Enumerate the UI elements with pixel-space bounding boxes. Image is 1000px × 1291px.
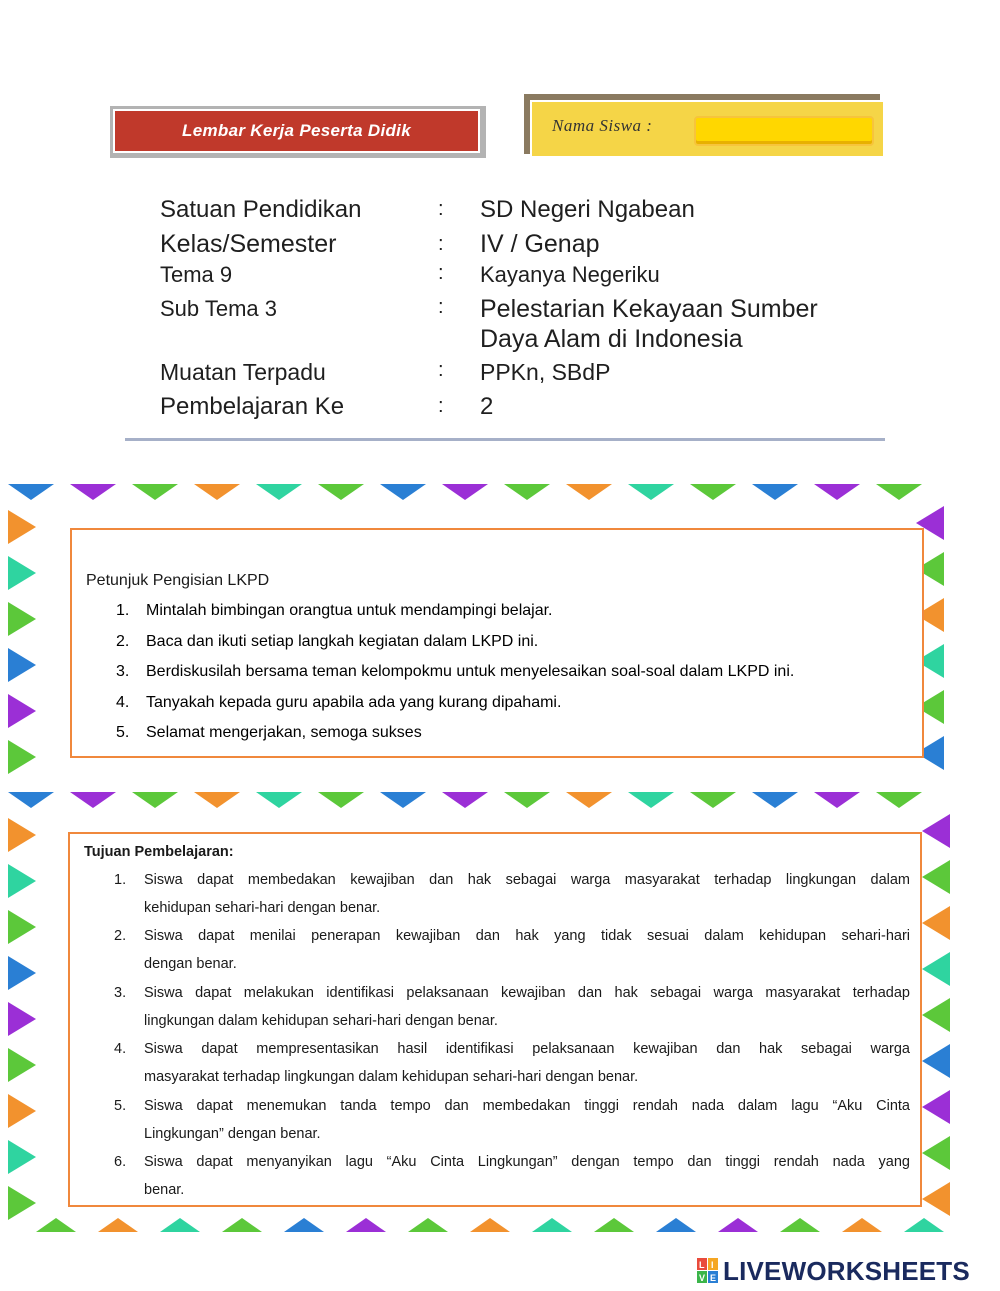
lkpd-banner-inner	[113, 109, 480, 153]
list-item-text: Siswa dapat menyanyikan lagu “Aku Cinta Lingkungan” dengan tempo dan tinggi rendah nada yang	[144, 1154, 910, 1170]
info-colon: :	[438, 359, 444, 381]
triangle-decoration	[442, 792, 488, 808]
list-item-number: 6.	[114, 1154, 127, 1170]
triangle-decoration	[752, 792, 798, 808]
info-label: Muatan Terpadu	[160, 359, 326, 385]
triangle-decoration	[814, 484, 860, 500]
triangle-decoration	[780, 1218, 820, 1232]
triangle-decoration	[8, 818, 36, 852]
list-item-number: 1.	[114, 872, 127, 888]
triangle-decoration	[8, 1002, 36, 1036]
logo-mark-letter-l: L	[699, 1260, 705, 1270]
triangle-decoration	[380, 484, 426, 500]
triangle-decoration	[922, 1136, 950, 1170]
triangle-decoration	[8, 956, 36, 990]
logo-mark-letter-e: E	[710, 1273, 717, 1283]
lkpd-title: Lembar Kerja Peserta Didik	[182, 121, 411, 140]
list-item-text-cont: benar.	[144, 1182, 185, 1198]
petunjuk-box	[70, 528, 924, 758]
triangle-decoration	[904, 1218, 944, 1232]
info-value: Kayanya Negeriku	[480, 262, 660, 287]
info-value: 2	[480, 393, 494, 420]
triangle-decoration	[8, 1048, 36, 1082]
triangle-decoration	[8, 1140, 36, 1174]
info-label: Tema 9	[160, 262, 233, 287]
triangle-decoration	[8, 1186, 36, 1220]
triangle-decoration	[922, 998, 950, 1032]
list-item-text: Siswa dapat menilai penerapan kewajiban dan hak yang tidak sesuai dalam kehidupan sehari-hari	[144, 928, 910, 944]
info-value: IV / Genap	[480, 230, 600, 258]
triangle-decoration	[284, 1218, 324, 1232]
info-label: Sub Tema 3	[160, 296, 278, 321]
triangle-decoration	[8, 484, 54, 500]
triangle-decoration	[346, 1218, 386, 1232]
triangle-decoration	[752, 484, 798, 500]
nama-siswa-label: Nama Siswa :	[552, 116, 653, 135]
triangle-decoration	[922, 906, 950, 940]
triangle-decoration	[98, 1218, 138, 1232]
triangle-decoration	[504, 484, 550, 500]
info-colon: :	[438, 395, 444, 417]
list-item-text-cont: dengan benar.	[144, 956, 237, 972]
tujuan-box	[68, 832, 922, 1207]
triangle-decoration	[628, 792, 674, 808]
liveworksheets-logo-text: LIVEWORKSHEETS	[723, 1255, 970, 1286]
liveworksheets-logo-icon	[697, 1258, 719, 1284]
list-item-text-cont: kehidupan sehari-hari dengan benar.	[144, 900, 381, 916]
triangle-decoration	[8, 910, 36, 944]
triangle-decoration	[842, 1218, 882, 1232]
list-item-text-cont: Lingkungan” dengan benar.	[144, 1126, 321, 1142]
info-label: Kelas/Semester	[160, 230, 337, 258]
triangle-decoration	[566, 484, 612, 500]
list-item-text: Siswa dapat melakukan identifikasi pelaksanaan kewajiban dan hak sebagai warga masyarakat terhadap	[144, 985, 910, 1001]
info-label: Satuan Pendidikan	[160, 196, 362, 223]
list-item-number: 4.	[116, 694, 130, 711]
triangle-decoration	[8, 864, 36, 898]
nama-siswa-input[interactable]	[694, 116, 874, 146]
triangle-decoration	[194, 792, 240, 808]
triangle-decoration	[504, 792, 550, 808]
triangle-decoration	[132, 484, 178, 500]
info-value-line2: Daya Alam di Indonesia	[480, 325, 743, 353]
triangle-decoration	[922, 1182, 950, 1216]
lkpd-banner	[110, 106, 486, 158]
triangle-decoration	[8, 648, 36, 682]
list-item-text-cont: lingkungan dalam kehidupan sehari-hari dengan benar.	[144, 1013, 498, 1029]
triangle-decoration	[922, 860, 950, 894]
triangle-decoration	[8, 602, 36, 636]
triangle-decoration	[656, 1218, 696, 1232]
list-item-text: Tanyakah kepada guru apabila ada yang kurang dipahami.	[146, 694, 562, 711]
triangle-decoration	[70, 792, 116, 808]
triangle-decoration	[318, 792, 364, 808]
info-value: Pelestarian Kekayaan Sumber	[480, 295, 818, 323]
triangle-decoration	[194, 484, 240, 500]
triangle-decoration	[814, 792, 860, 808]
triangle-decoration	[922, 1044, 950, 1078]
logo-mark-letter-v: V	[699, 1273, 706, 1283]
list-item-number: 3.	[116, 663, 130, 680]
triangle-decoration	[8, 1094, 36, 1128]
info-colon: :	[438, 262, 444, 284]
liveworksheets-logo[interactable]	[697, 1256, 970, 1286]
triangle-decoration	[566, 792, 612, 808]
triangle-decoration	[470, 1218, 510, 1232]
list-item-text: Berdiskusilah bersama teman kelompokmu untuk menyelesaikan soal-soal dalam LKPD ini.	[146, 663, 795, 680]
petunjuk-title: Petunjuk Pengisian LKPD	[86, 572, 270, 589]
list-item-text: Selamat mengerjakan, semoga sukses	[146, 724, 422, 741]
list-item-text: Mintalah bimbingan orangtua untuk mendampingi belajar.	[146, 602, 553, 619]
triangle-decoration	[256, 792, 302, 808]
triangle-decoration	[222, 1218, 262, 1232]
triangle-decoration	[690, 792, 736, 808]
info-colon: :	[438, 198, 444, 220]
triangle-decoration	[876, 484, 922, 500]
list-item-number: 1.	[116, 602, 130, 619]
triangle-decoration	[690, 484, 736, 500]
list-item-number: 2.	[116, 633, 130, 650]
list-item-text: Siswa dapat membedakan kewajiban dan hak sebagai warga masyarakat terhadap lingkungan dalam	[144, 872, 910, 888]
list-item-number: 5.	[116, 724, 130, 741]
triangle-decoration	[70, 484, 116, 500]
triangle-decoration	[8, 556, 36, 590]
list-item-number: 2.	[114, 928, 127, 944]
info-value: PPKn, SBdP	[480, 359, 611, 385]
triangle-decoration	[318, 484, 364, 500]
triangle-decoration	[922, 952, 950, 986]
list-item-text: Baca dan ikuti setiap langkah kegiatan dalam LKPD ini.	[146, 633, 539, 650]
triangle-decoration	[8, 510, 36, 544]
triangle-decoration	[8, 740, 36, 774]
triangle-decoration	[256, 484, 302, 500]
triangle-decoration	[8, 792, 54, 808]
triangle-decoration	[36, 1218, 76, 1232]
triangle-decoration	[922, 1090, 950, 1124]
list-item-number: 5.	[114, 1098, 127, 1114]
divider	[125, 438, 885, 441]
triangle-decoration	[380, 792, 426, 808]
info-colon: :	[438, 233, 444, 255]
triangle-decoration	[876, 792, 922, 808]
list-item-text: Siswa dapat mempresentasikan hasil identifikasi pelaksanaan kewajiban dan hak sebagai warga	[144, 1041, 910, 1057]
triangle-decoration	[8, 694, 36, 728]
info-label: Pembelajaran Ke	[160, 393, 345, 420]
list-item-number: 3.	[114, 985, 127, 1001]
nama-siswa-box	[530, 100, 885, 158]
triangle-decoration	[594, 1218, 634, 1232]
triangle-decoration	[408, 1218, 448, 1232]
info-colon: :	[438, 296, 444, 318]
logo-mark-letter-i: I	[711, 1260, 714, 1270]
triangle-decoration	[628, 484, 674, 500]
list-item-text-cont: masyarakat terhadap lingkungan dalam kehidupan sehari-hari dengan benar.	[144, 1069, 639, 1085]
tujuan-title: Tujuan Pembelajaran:	[84, 844, 234, 860]
list-item-number: 4.	[114, 1041, 127, 1057]
triangle-decoration	[442, 484, 488, 500]
triangle-decoration	[160, 1218, 200, 1232]
list-item-text: Siswa dapat menemukan tanda tempo dan membedakan tinggi rendah nada dalam lagu “Aku Cinta	[144, 1098, 910, 1114]
info-value: SD Negeri Ngabean	[480, 196, 695, 223]
triangle-decoration	[532, 1218, 572, 1232]
triangle-decoration	[718, 1218, 758, 1232]
triangle-decoration	[132, 792, 178, 808]
triangle-decoration	[922, 814, 950, 848]
